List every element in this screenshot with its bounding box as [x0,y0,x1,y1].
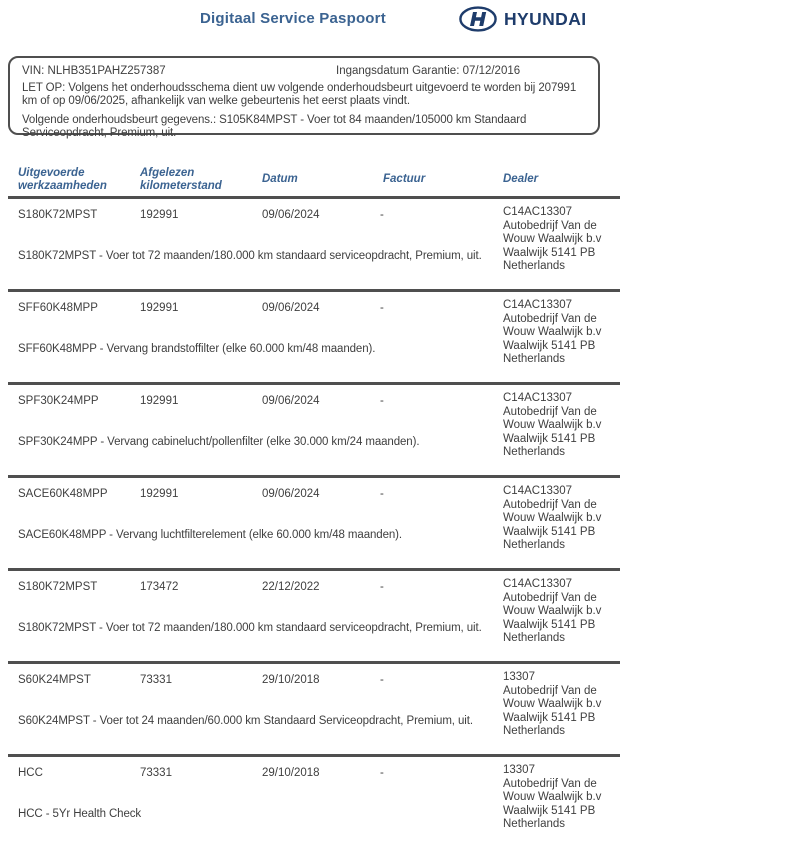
cell-kilometers: 73331 [140,674,172,686]
cell-service-code: SFF60K48MPP [18,302,98,314]
dealer-address: Waalwijk 5141 PB [503,339,596,352]
dealer-country: Netherlands [503,539,566,551]
cell-kilometers: 192991 [140,302,179,314]
cell-invoice: - [380,674,384,686]
row-description: SPF30K24MPP - Vervang cabinelucht/pollenfilter (elke 30.000 km/24 maanden). [18,436,420,448]
table-row [8,289,620,382]
dealer-name: Autobedrijf Van de Wouw Waalwijk b.v [503,777,602,803]
dealer-id: C14AC13307 [503,392,573,404]
dealer-name: Autobedrijf Van de Wouw Waalwijk b.v [503,312,602,338]
cell-invoice: - [380,302,384,314]
cell-service-code: S60K24MPST [18,674,91,686]
dealer-address: Waalwijk 5141 PB [503,618,596,631]
dealer-country: Netherlands [503,818,566,830]
cell-date: 29/10/2018 [262,767,320,779]
cell-service-code: S180K72MPST [18,581,98,593]
vehicle-info-box [8,56,600,139]
column-header-dealer: Dealer [503,173,539,185]
column-header-uitgevoerde-werkzaamheden: Uitgevoerde werkzaamheden [18,167,107,192]
dealer-name: Autobedrijf Van de Wouw Waalwijk b.v [503,498,602,524]
dealer-id: C14AC13307 [503,206,573,218]
maintenance-warning-text: LET OP: Volgens het onderhoudsschema dient uw volgende onderhoudsbeurt uitgevoerd te worden bij 207991 km of op 09/06/2025, afhankelijk van welke gebeurtenis het eerst plaats vindt. [22,82,577,107]
dealer-id: 13307 [503,764,535,776]
column-header-afgelezen-kilometerstand: Afgelezen kilometerstand [140,167,222,192]
cell-date: 09/06/2024 [262,209,320,221]
cell-kilometers: 173472 [140,581,179,593]
cell-invoice: - [380,395,384,407]
dealer-country: Netherlands [503,260,566,272]
dealer-id: C14AC13307 [503,578,573,590]
dealer-id: C14AC13307 [503,485,573,497]
dealer-address: Waalwijk 5141 PB [503,432,596,445]
cell-kilometers: 192991 [140,488,179,500]
table-row [8,196,620,289]
cell-kilometers: 192991 [140,395,179,407]
table-header-row [8,167,620,196]
cell-dealer [503,578,625,646]
cell-service-code: SACE60K48MPP [18,488,108,500]
cell-dealer [503,206,625,274]
cell-dealer [503,485,625,553]
dealer-address: Waalwijk 5141 PB [503,525,596,538]
table-row [8,568,620,661]
row-description: S180K72MPST - Voer tot 72 maanden/180.000 km standaard serviceopdracht, Premium, uit. [18,250,482,262]
table-row [8,754,620,847]
dealer-name: Autobedrijf Van de Wouw Waalwijk b.v [503,405,602,431]
cell-date: 22/12/2022 [262,581,320,593]
hyundai-wordmark: HYUNDAI [504,8,587,29]
dealer-name: Autobedrijf Van de Wouw Waalwijk b.v [503,219,602,245]
service-table-body [8,196,620,847]
row-description: SACE60K48MPP - Vervang luchtfilterelement (elke 60.000 km/48 maanden). [18,529,403,541]
dealer-country: Netherlands [503,725,566,737]
vin-text: VIN: NLHB351PAHZ257387 [22,65,166,77]
cell-invoice: - [380,488,384,500]
page-title: Digitaal Service Paspoort [200,10,386,27]
cell-service-code: SPF30K24MPP [18,395,99,407]
cell-invoice: - [380,209,384,221]
table-row [8,661,620,754]
cell-dealer [503,299,625,367]
row-description: S180K72MPST - Voer tot 72 maanden/180.000 km standaard serviceopdracht, Premium, uit. [18,622,482,634]
dealer-country: Netherlands [503,446,566,458]
cell-invoice: - [380,767,384,779]
cell-dealer [503,764,625,832]
cell-dealer [503,671,625,739]
cell-date: 29/10/2018 [262,674,320,686]
table-row [8,382,620,475]
cell-service-code: HCC [18,767,43,779]
dealer-id: C14AC13307 [503,299,573,311]
info-line-vin-warranty [22,65,592,78]
column-header-datum: Datum [262,173,298,185]
row-description: S60K24MPST - Voer tot 24 maanden/60.000 km Standaard Serviceopdracht, Premium, uit. [18,715,473,727]
cell-date: 09/06/2024 [262,302,320,314]
cell-date: 09/06/2024 [262,488,320,500]
dealer-country: Netherlands [503,632,566,644]
cell-kilometers: 192991 [140,209,179,221]
row-description: SFF60K48MPP - Vervang brandstoffilter (elke 60.000 km/48 maanden). [18,343,376,355]
cell-dealer [503,392,625,460]
next-service-text: Volgende onderhoudsbeurt gegevens.: S105K84MPST - Voer tot 84 maanden/105000 km Standaard Serviceopdracht, Premium, uit. [22,114,527,139]
cell-service-code: S180K72MPST [18,209,98,221]
dealer-name: Autobedrijf Van de Wouw Waalwijk b.v [503,591,602,617]
warranty-start-text: Ingangsdatum Garantie: 07/12/2016 [336,65,521,77]
cell-date: 09/06/2024 [262,395,320,407]
dealer-address: Waalwijk 5141 PB [503,711,596,724]
cell-kilometers: 73331 [140,767,172,779]
dealer-address: Waalwijk 5141 PB [503,246,596,259]
dealer-name: Autobedrijf Van de Wouw Waalwijk b.v [503,684,602,710]
dealer-country: Netherlands [503,353,566,365]
row-description: HCC - 5Yr Health Check [18,808,142,820]
hyundai-logo-icon [458,6,498,32]
dealer-address: Waalwijk 5141 PB [503,804,596,817]
column-header-factuur: Factuur [383,173,426,185]
cell-invoice: - [380,581,384,593]
hyundai-logo [458,6,587,32]
table-row [8,475,620,568]
dealer-id: 13307 [503,671,535,683]
